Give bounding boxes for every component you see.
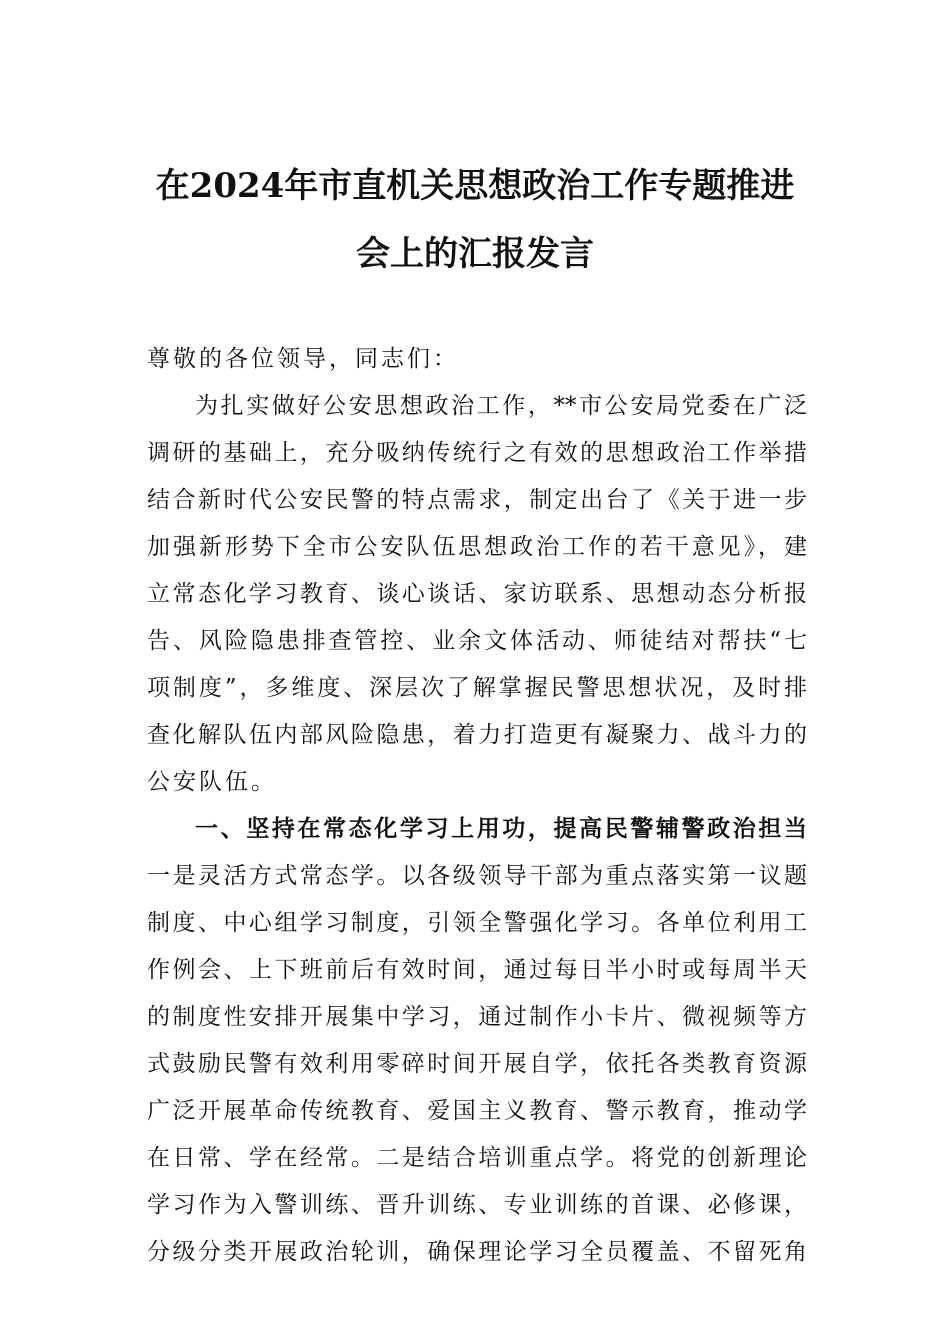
- document-title-line-2: 会上的汇报发言: [356, 234, 594, 274]
- paragraph-line: 调研的基础上，充分吸纳传统行之有效的思想政治工作举措: [147, 440, 807, 466]
- paragraph-line: 一是灵活方式常态学。以各级领导干部为重点落实第一议题: [147, 863, 807, 889]
- paragraph-line: 查化解队伍内部风险隐患，着力打造更有凝聚力、战斗力的: [147, 722, 807, 748]
- paragraph-line: 项制度”，多维度、深层次了解掌握民警思想状况，及时排: [147, 675, 807, 701]
- document-title-line-1: 在2024年市直机关思想政治工作专题推进: [155, 166, 795, 206]
- paragraph-line: 学习作为入警训练、晋升训练、专业训练的首课、必修课，: [147, 1192, 807, 1218]
- section-heading: 一、坚持在常态化学习上用功，提高民警辅警政治担当: [195, 816, 807, 842]
- paragraph-line: 分级分类开展政治轮训，确保理论学习全员覆盖、不留死角: [147, 1239, 807, 1265]
- paragraph-line: 为扎实做好公安思想政治工作，**市公安局党委在广泛: [195, 393, 807, 419]
- paragraph-line: 立常态化学习教育、谈心谈话、家访联系、思想动态分析报: [147, 581, 807, 607]
- paragraph-line: 在日常、学在经常。二是结合培训重点学。将党的创新理论: [147, 1145, 807, 1171]
- document-body: [147, 336, 807, 1276]
- greeting: 尊敬的各位领导，同志们：: [147, 346, 459, 372]
- paragraph-line: 的制度性安排开展集中学习，通过制作小卡片、微视频等方: [147, 1004, 807, 1030]
- paragraph-line: 加强新形势下全市公安队伍思想政治工作的若干意见》，建: [147, 534, 807, 560]
- paragraph-line: 作例会、上下班前后有效时间，通过每日半小时或每周半天: [147, 957, 807, 983]
- paragraph-line: 告、风险隐患排查管控、业余文体活动、师徒结对帮扶“七: [147, 628, 807, 654]
- paragraph-line: 制度、中心组学习制度，引领全警强化学习。各单位利用工: [147, 910, 807, 936]
- paragraph-line: 广泛开展革命传统教育、爱国主义教育、警示教育，推动学: [147, 1098, 807, 1124]
- paragraph-line: 式鼓励民警有效利用零碎时间开展自学，依托各类教育资源: [147, 1051, 807, 1077]
- paragraph-line: 结合新时代公安民警的特点需求，制定出台了《关于进一步: [147, 487, 807, 513]
- paragraph-line: 公安队伍。: [147, 769, 277, 795]
